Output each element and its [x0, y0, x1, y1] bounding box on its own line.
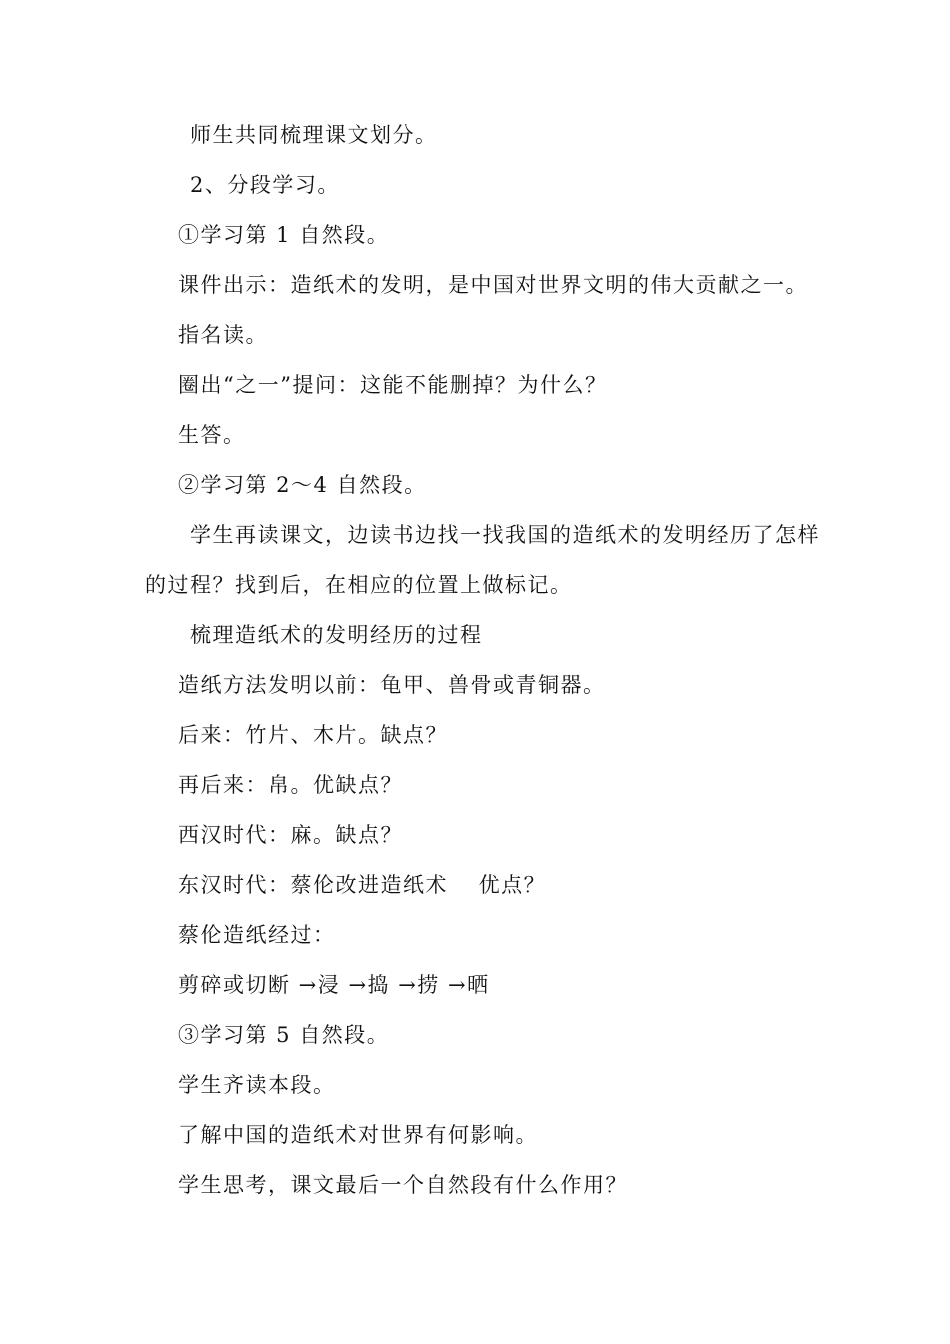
paragraph-line: 师生共同梳理课文划分。	[190, 123, 438, 147]
paragraph-line: 了解中国的造纸术对世界有何影响。	[178, 1123, 538, 1147]
timeline-item: 西汉时代：麻。缺点？	[178, 823, 403, 847]
subsection-heading: ①学习第 1 自然段。	[178, 223, 390, 247]
paragraph-line: 梳理造纸术的发明经历的过程	[190, 623, 483, 647]
paragraph-line: 学生齐读本段。	[178, 1073, 336, 1097]
paragraph-line: 课件出示：造纸术的发明，是中国对世界文明的伟大贡献之一。	[178, 273, 808, 297]
timeline-item: 造纸方法发明以前：龟甲、兽骨或青铜器。	[178, 673, 606, 697]
paragraph-line: 学生再读课文，边读书边找一找我国的造纸术的发明经历了怎样	[190, 523, 820, 547]
timeline-item: 再后来：帛。优缺点？	[178, 773, 403, 797]
timeline-item: 东汉时代：蔡伦改进造纸术 优点？	[178, 873, 547, 897]
paragraph-line: 生答。	[178, 423, 246, 447]
subsection-heading: ②学习第 2～4 自然段。	[178, 473, 427, 497]
paragraph-line: 的过程？找到后，在相应的位置上做标记。	[145, 573, 573, 597]
paragraph-line: 指名读。	[178, 323, 268, 347]
process-steps: 剪碎或切断 →浸 →捣 →捞 →晒	[178, 973, 490, 997]
section-heading: 2、分段学习。	[190, 173, 340, 197]
subsection-heading: ③学习第 5 自然段。	[178, 1023, 390, 1047]
timeline-item: 后来：竹片、木片。缺点？	[178, 723, 448, 747]
paragraph-line: 蔡伦造纸经过：	[178, 923, 336, 947]
paragraph-line: 圈出“之一”提问：这能不能删掉？为什么？	[178, 373, 608, 397]
paragraph-line: 学生思考，课文最后一个自然段有什么作用？	[178, 1173, 628, 1197]
